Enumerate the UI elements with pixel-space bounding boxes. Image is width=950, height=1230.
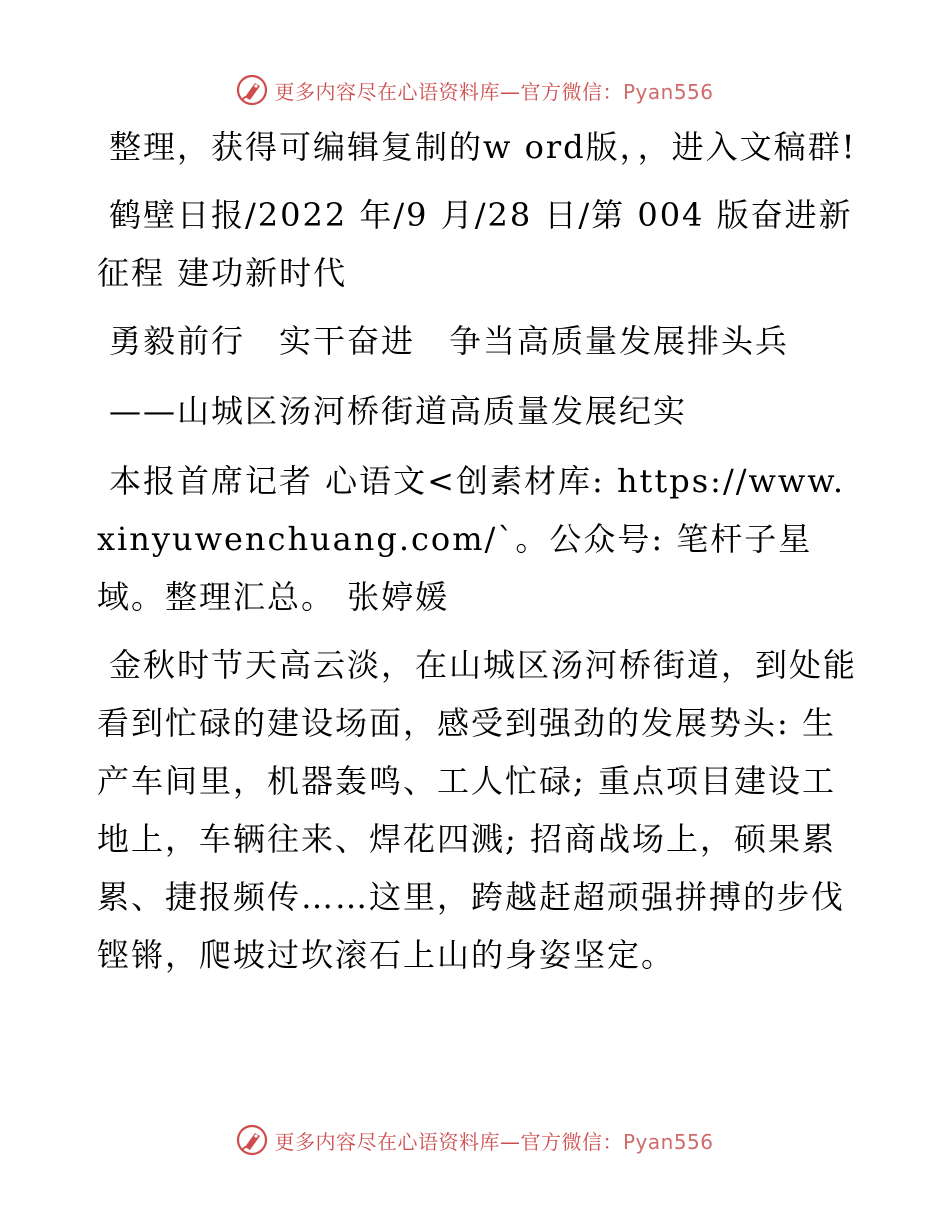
body-paragraph: 金秋时节天高云淡，在山城区汤河桥街道，到处能看到忙碌的建设场面，感受到强劲的发展势头: 生产车间里，机器轰鸣、工人忙碌; 重点项目建设工地上，车辆往来、焊花四溅; 招商战场上，硕果累累、捷报频传……这里，跨越赶超顽强拼搏的步伐铿锵，爬坡过坎滚石上山的身姿坚定。 [97,646,858,974]
watermark-main-text: 更多内容尽在心语资料库 [274,79,500,104]
watermark-contact-id: Pyan556 [622,1129,714,1154]
watermark-text [274,1126,713,1155]
source-line: 鹤壁日报/2022 年/9 月/28 日/第 004 版奋进新征程 建功新时代 [97,196,853,292]
watermark-separator: — [499,1129,521,1154]
watermark-main-text: 更多内容尽在心语资料库 [274,1129,500,1154]
article-title: 勇毅前行 实干奋进 争当高质量发展排头兵 [109,322,790,360]
document-body [97,118,857,998]
footer-watermark-content [236,1124,713,1156]
article-subtitle: ——山城区汤河桥街道高质量发展纪实 [109,392,688,430]
header-watermark [0,70,950,110]
watermark-contact-label: 官方微信： [520,79,623,104]
watermark-separator: — [499,79,521,104]
watermark-contact-label: 官方微信： [520,1129,623,1154]
footer-watermark [0,1120,950,1160]
pen-nib-circle-icon [236,1124,268,1156]
watermark-contact-id: Pyan556 [622,79,714,104]
watermark-text [274,76,713,105]
intro-paragraph: 整理，获得可编辑复制的w ord版，，进入文稿群! [109,128,857,166]
pen-nib-circle-icon [236,74,268,106]
header-watermark-content [236,74,713,106]
byline: 本报首席记者 心语文<创素材库: https://www.xinyuwenchuang.com/`。公众号: 笔杆子星域。整理汇总。 张婷媛 [97,462,846,616]
